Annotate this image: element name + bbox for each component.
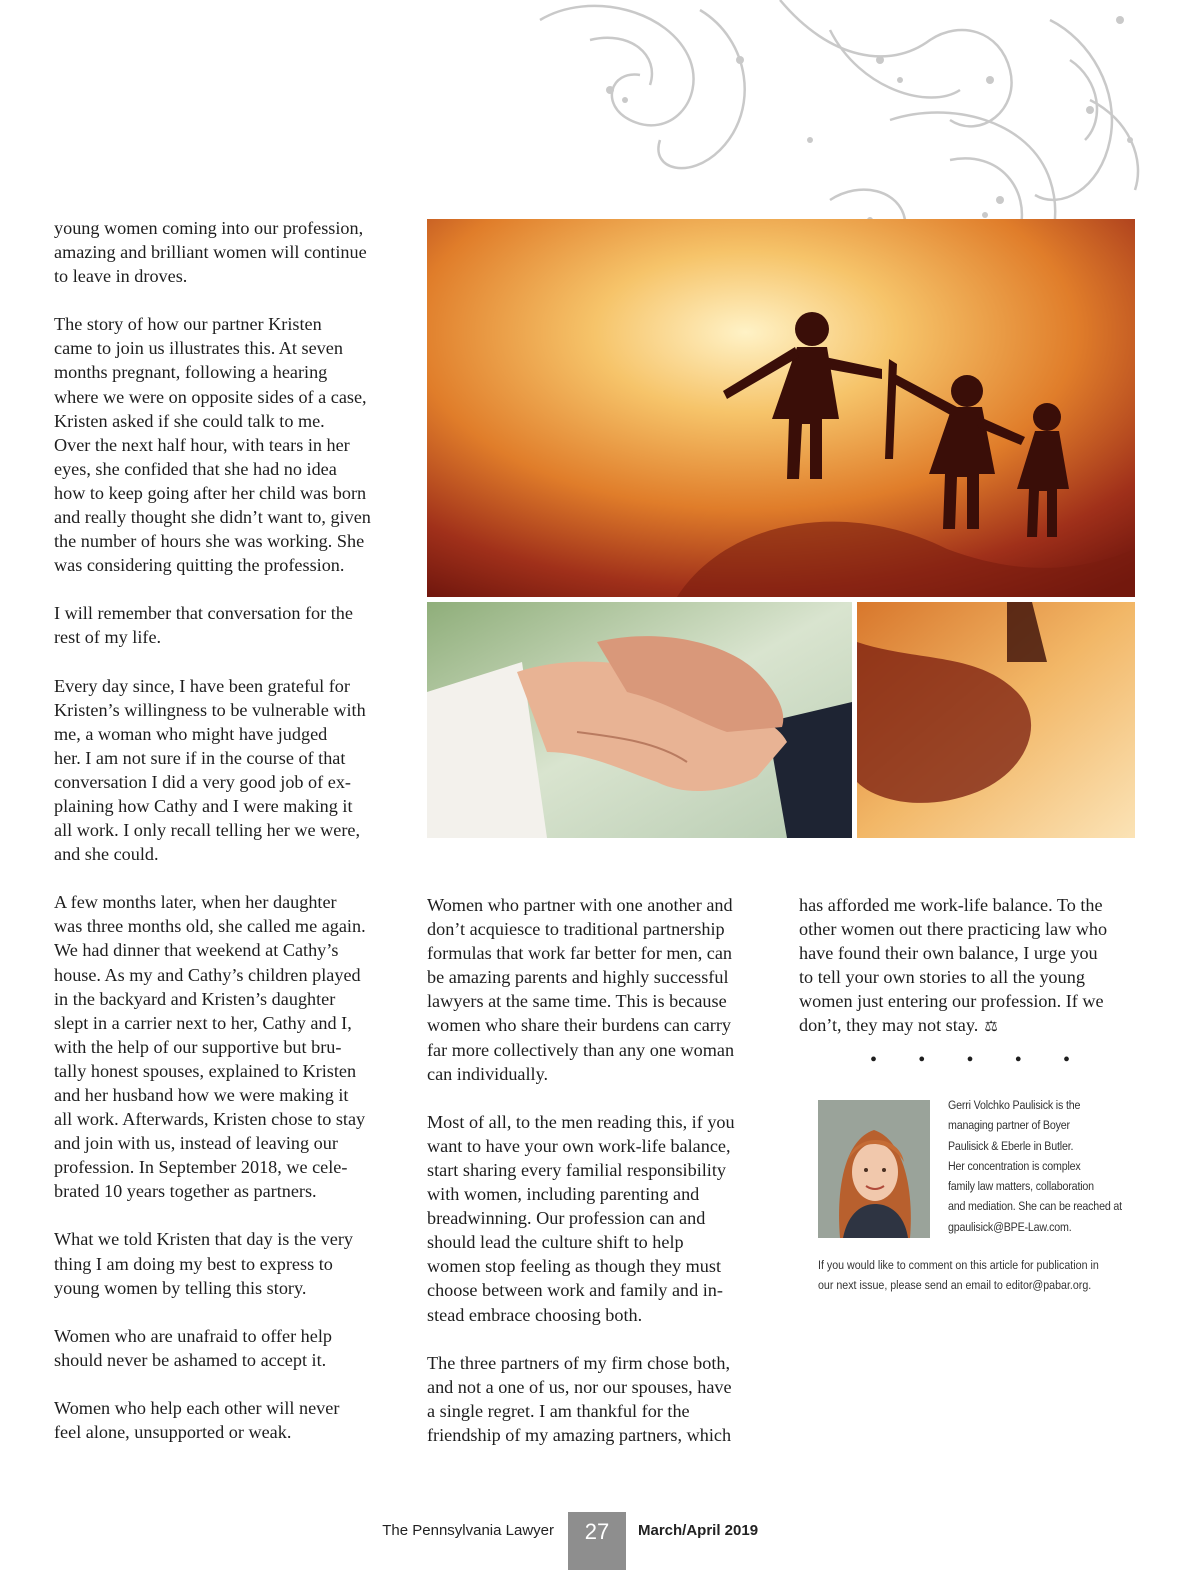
handshake-photo [427, 602, 852, 838]
author-bio: Gerri Volchko Paulisick is the managing partner of Boyer Paulisick & Eberle in Butler. Her concentration is complex family law matters, collaboration and mediation. She can be reached at gpaulisick@BPE-Law.com. [948, 1098, 1122, 1234]
paragraph: The three partners of my firm chose both, and not a one of us, nor our spouses, have a single regret. I am thankful for the friendship of my amazing partners, which [427, 1352, 732, 1445]
paragraph [799, 893, 1144, 1040]
paragraph: Every day since, I have been grateful for Kristen’s willingness to be vulnerable with me, a woman who might have judged her. I am not sure if in the course of that conversation I did a very good job of ex- plaining how Cathy and I were making it all work. I only recall telling her we were, and she could. [54, 675, 366, 865]
paragraph: What we told Kristen that day is the very thing I am doing my best to express to young women by telling this story. [54, 1229, 354, 1298]
paragraph: Women who are unafraid to offer help should never be ashamed to accept it. [54, 1325, 332, 1370]
page-number: 27 [568, 1512, 626, 1570]
paragraph: A few months later, when her daughter was three months old, she called me again. We had dinner that weekend at Cathy’s house. As my and Cathy’s children played in the backyard and Kristen’s daughter slept in a carrier next to her, Cathy and I, with the help of our supportive but bru- tally honest spouses, explained to Kristen and her husband how we were making it all work. Afterwards, Kristen chose to stay and join with us, instead of leaving our profession. In September 2018, we cele- brated 10 years together as partners. [54, 892, 366, 1202]
separator-dot: • [966, 1049, 974, 1071]
closing-paragraph: has afforded me work-life balance. To the other women out there practicing law who have found their own balance, I urge you to tell your own stories to all the young women just entering our profession. If we don’t, they may not stay. [799, 895, 1108, 1036]
paragraph: The story of how our partner Kristen came to join us illustrates this. At seven months pregnant, following a hearing where we were on opposite sides of a case, Kristen asked if she could talk to me. Over the next half hour, with tears in her eyes, she confided that she had no idea how to keep going after her child was born and really thought she didn’t want to, given the number of hours she was working. She was considering quitting the profession. [54, 314, 371, 576]
separator-dot: • [870, 1049, 878, 1071]
scales-of-justice-icon: ⚖ [984, 1019, 998, 1036]
publication-name: The Pennsylvania Lawyer [382, 1522, 554, 1539]
paragraph: Women who partner with one another and don’t acquiesce to traditional partnership formulas that work far better for men, can be amazing parents and highly successful lawyers at the same time. This is because women who share their burdens can carry far more collectively than any one woman can individually. [427, 895, 735, 1084]
article-column-2 [427, 893, 777, 1471]
paragraph: young women coming into our profession, amazing and brilliant women will continue to leave in droves. [54, 218, 367, 287]
separator-dot: • [1062, 1049, 1070, 1071]
paragraph: Women who help each other will never feel alone, unsupported or weak. [54, 1397, 340, 1443]
paragraph: Most of all, to the men reading this, if you want to have your own work-life balance, start sharing every familial responsibility with women, including parenting and breadwinning. Our profession can and should lead the culture shift to help women stop feeling as though they must choose between work and family and in- stead embrace choosing both. [427, 1111, 735, 1325]
author-portrait [818, 1100, 930, 1238]
separator-dot: • [1014, 1049, 1022, 1071]
paper-people-photo [427, 219, 1135, 597]
article-column-1 [54, 216, 399, 1468]
comment-invitation: If you would like to comment on this article for publication in our next issue, please send an email to editor@pabar.org. [818, 1258, 1099, 1293]
article-column-3 [799, 893, 1144, 1064]
section-separator [870, 1050, 1070, 1070]
separator-dot: • [918, 1049, 926, 1071]
paragraph: I will remember that conversation for the rest of my life. [54, 603, 353, 648]
paper-people-photo-lower [857, 602, 1135, 838]
issue-date: March/April 2019 [638, 1522, 759, 1539]
